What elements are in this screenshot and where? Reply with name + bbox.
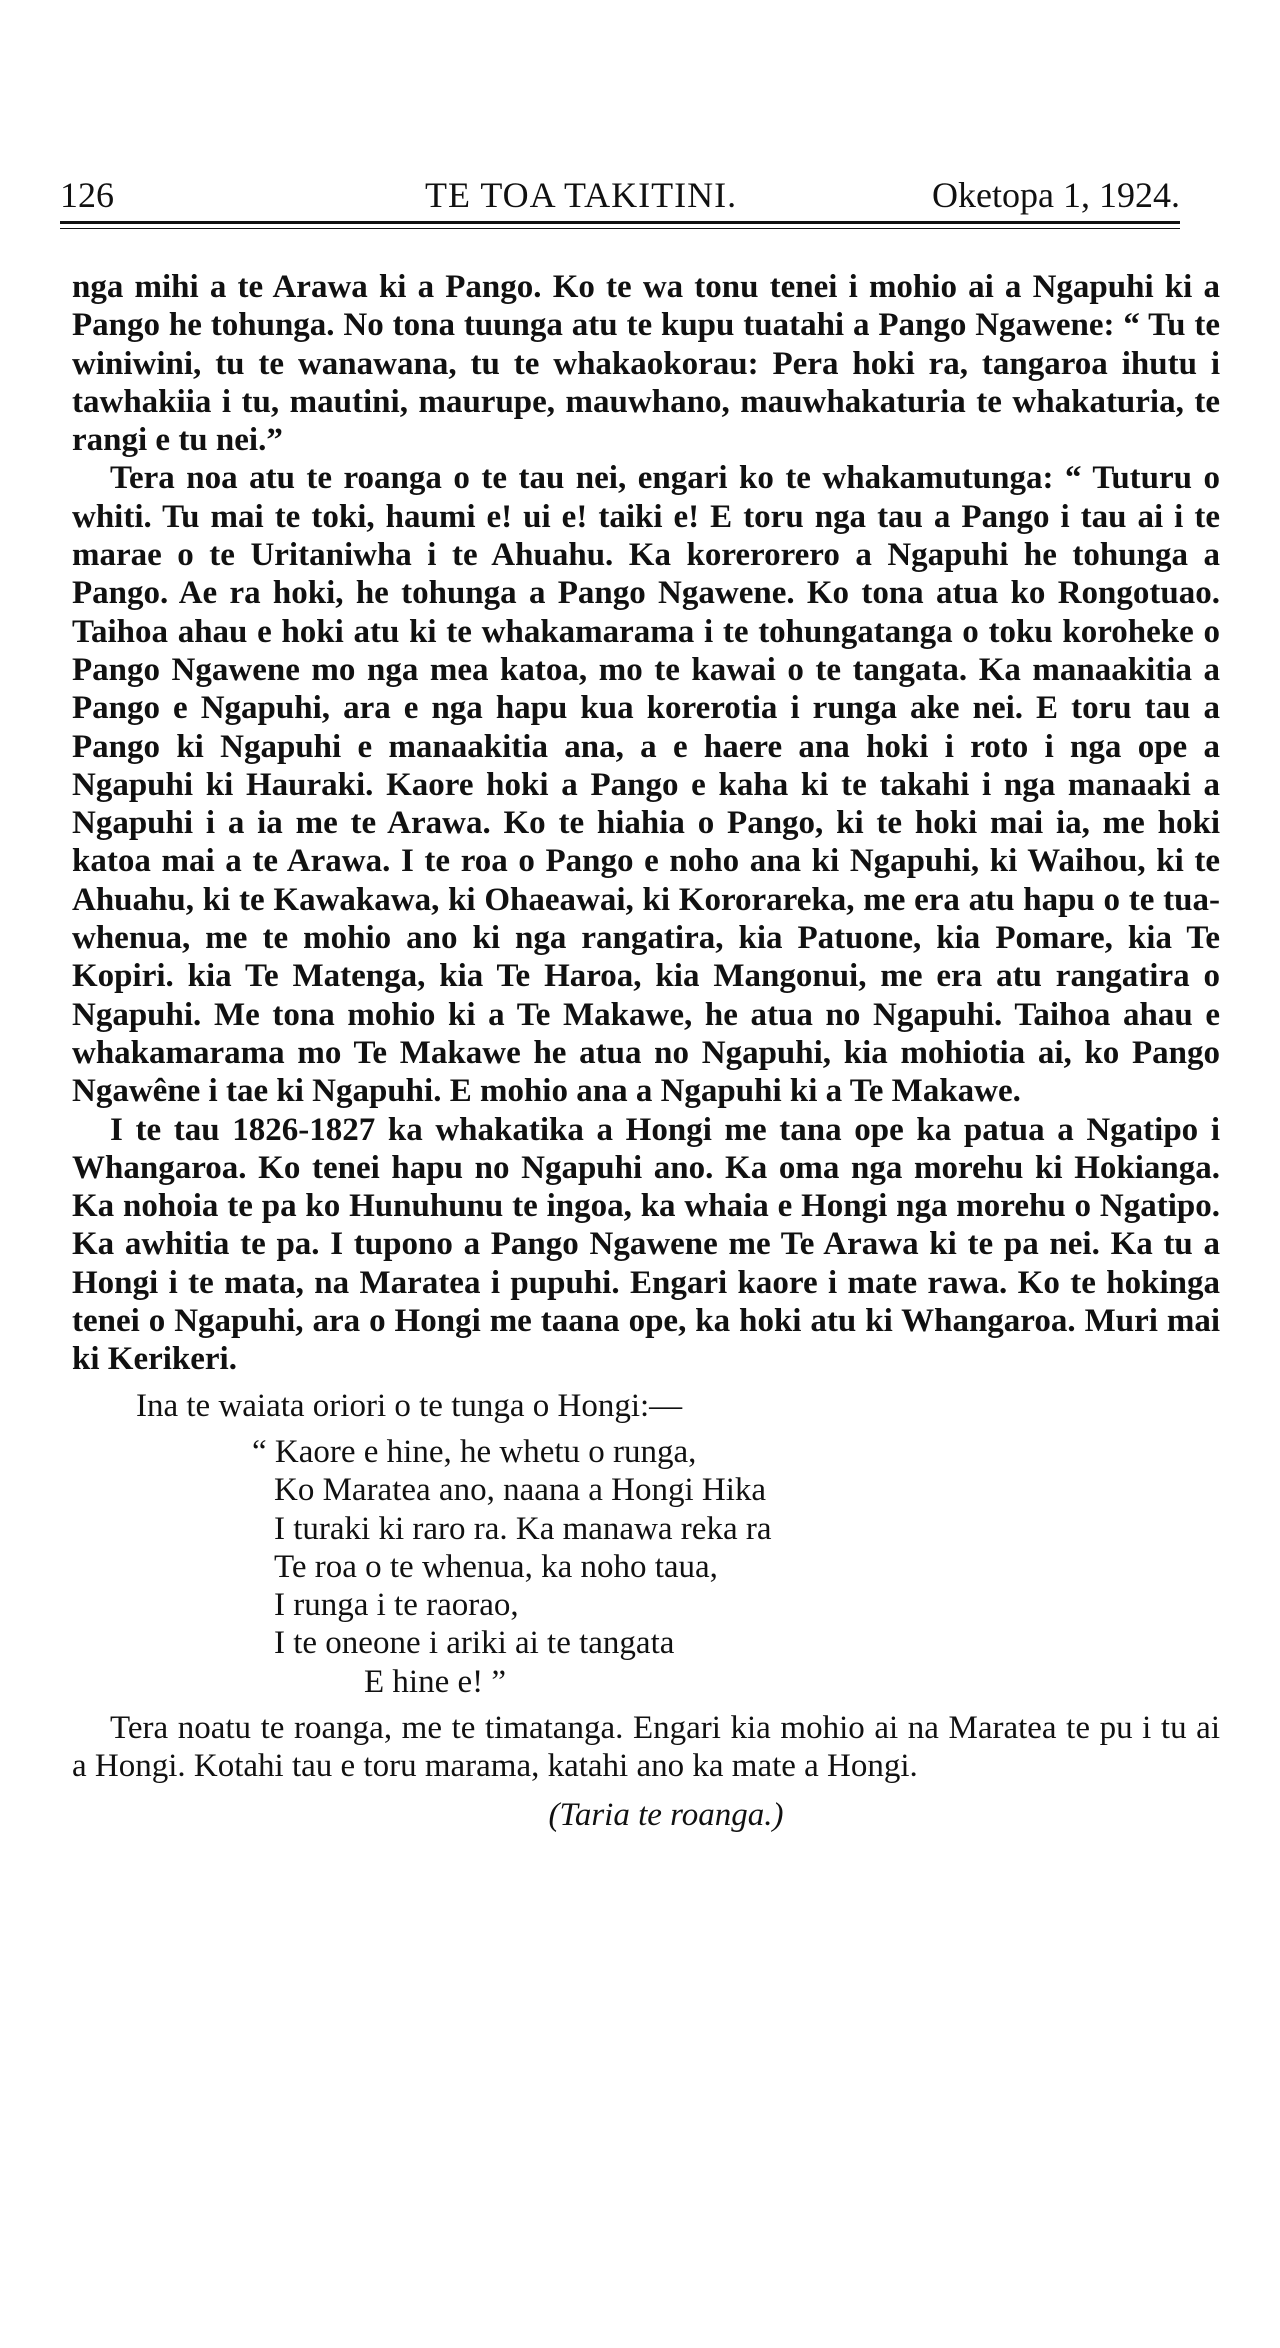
verse-line: I te oneone i ariki ai te tangata: [274, 1625, 675, 1662]
page-number: 126: [60, 175, 114, 215]
page-header: [60, 170, 1180, 220]
verse-line: “ Kaore e hine, he whetu o runga,: [252, 1433, 697, 1470]
song-intro: Ina te waiata oriori o te tunga o Hongi:—: [136, 1387, 683, 1424]
paragraph-1: nga mihi a te Arawa ki a Pango. Ko te wa tonu tenei i mohio ai a Ngapuhi ki a Pango he tohunga. No tona tuunga atu te kupu tuatahi a Pango Ngawene: “ Tu te winiwini, tu te wanawana, tu te whakaokorau: Pera hoki ra, tangaroa ihutu i tawhakiia i tu, mautini, maurupe, mauwhano, mauwhakaturia te whakaturia, te rangi e tu nei.”: [72, 269, 1220, 459]
verse-line: I runga i te raorao,: [274, 1587, 519, 1624]
closing-paragraph: Tera noatu te roanga, me te timatanga. Engari kia mohio ai na Maratea te pu i tu ai a Hongi. Kotahi tau e toru marama, katahi ano ka mate a Hongi.: [72, 1709, 1220, 1785]
lullaby-verse: [72, 1433, 1220, 1701]
issue-date: Oketopa 1, 1924.: [932, 175, 1180, 215]
verse-line: Ko Maratea ano, naana a Hongi Hika: [274, 1472, 767, 1509]
header-rule-thick: [60, 221, 1180, 224]
paragraph-2: Tera noa atu te roanga o te tau nei, engari ko te whakamutunga: “ Tuturu o whiti. Tu mai te toki, haumi e! ui e! taiki e! E toru nga tau a Pango i tau ai i te marae o te Uritaniwha i te Ahuahu. Ka korerorero a Ngapuhi he tohunga a Pango. Ae ra hoki, he tohunga a Pango Ngawene. Ko tona atua ko Rongotuao. Taihoa ahau e hoki atu ki te whakamarama i te tohungatanga o toku koroheke o Pango Ngawene mo nga mea katoa, mo te kawai o te tangata. Ka manaakitia a Pango e Ngapuhi, ara e nga hapu kua korerotia i runga ake nei. E toru tau a Pango ki Ngapuhi e manaakitia ana, a e haere ana hoki i roto i nga ope a Ngapuhi ki Hauraki. Kaore hoki a Pango e kaha ki te takahi i nga manaaki a Ngapuhi i a ia me te Arawa. Ko te hiahia o Pango, ki te hoki mai ia, me hoki katoa mai a te Arawa. I te roa o Pango e noho ana ki Ngapuhi, ki Waihou, ki te Ahuahu, ki te Kawakawa, ki Ohaeawai, ki Kororareka, me era atu hapu o te tua-whenua, me te mohio ano ki nga rangatira, kia Patuone, kia Pomare, kia Te Kopiri. kia Te Matenga, kia Te Haroa, kia Mangonui, me era atu rangatira o Ngapuhi. Me tona mohio ki a Te Makawe, he atua no Ngapuhi. Taihoa ahau e whakamarama mo Te Makawe he atua no Ngapuhi, kia mohiotia ai, ko Pango Ngawêne i tae ki Ngapuhi. E mohio ana a Ngapuhi ki a Te Makawe.: [72, 460, 1220, 1110]
verse-line: Te roa o te whenua, ka noho taua,: [274, 1548, 718, 1585]
paragraph-3: I te tau 1826-1827 ka whakatika a Hongi me tana ope ka patua a Ngatipo i Whangaroa. Ko tenei hapu no Ngapuhi ano. Ka oma nga morehu ki Hokianga. Ka nohoia te pa ko Hunuhunu te ingoa, ka whaia e Hongi nga morehu o Ngatipo. Ka awhitia te pa. I tupono a Pango Ngawene me Te Arawa ki te pa nei. Ka tu a Hongi i te mata, na Maratea i pupuhi. Engari kaore i mate rawa. Ko te hokinga tenei o Ngapuhi, ara o Hongi me taana ope, ka hoki atu ki Whangaroa. Muri mai ki Kerikeri.: [72, 1111, 1220, 1378]
verse-line: E hine e! ”: [364, 1663, 507, 1700]
header-rule-thin: [60, 228, 1180, 229]
article-body: [72, 268, 1220, 1834]
running-title: TE TOA TAKITINI.: [425, 175, 738, 215]
to-be-continued-note: (Taria te roanga.): [548, 1796, 784, 1833]
verse-line: I turaki ki raro ra. Ka manawa reka ra: [274, 1510, 772, 1547]
